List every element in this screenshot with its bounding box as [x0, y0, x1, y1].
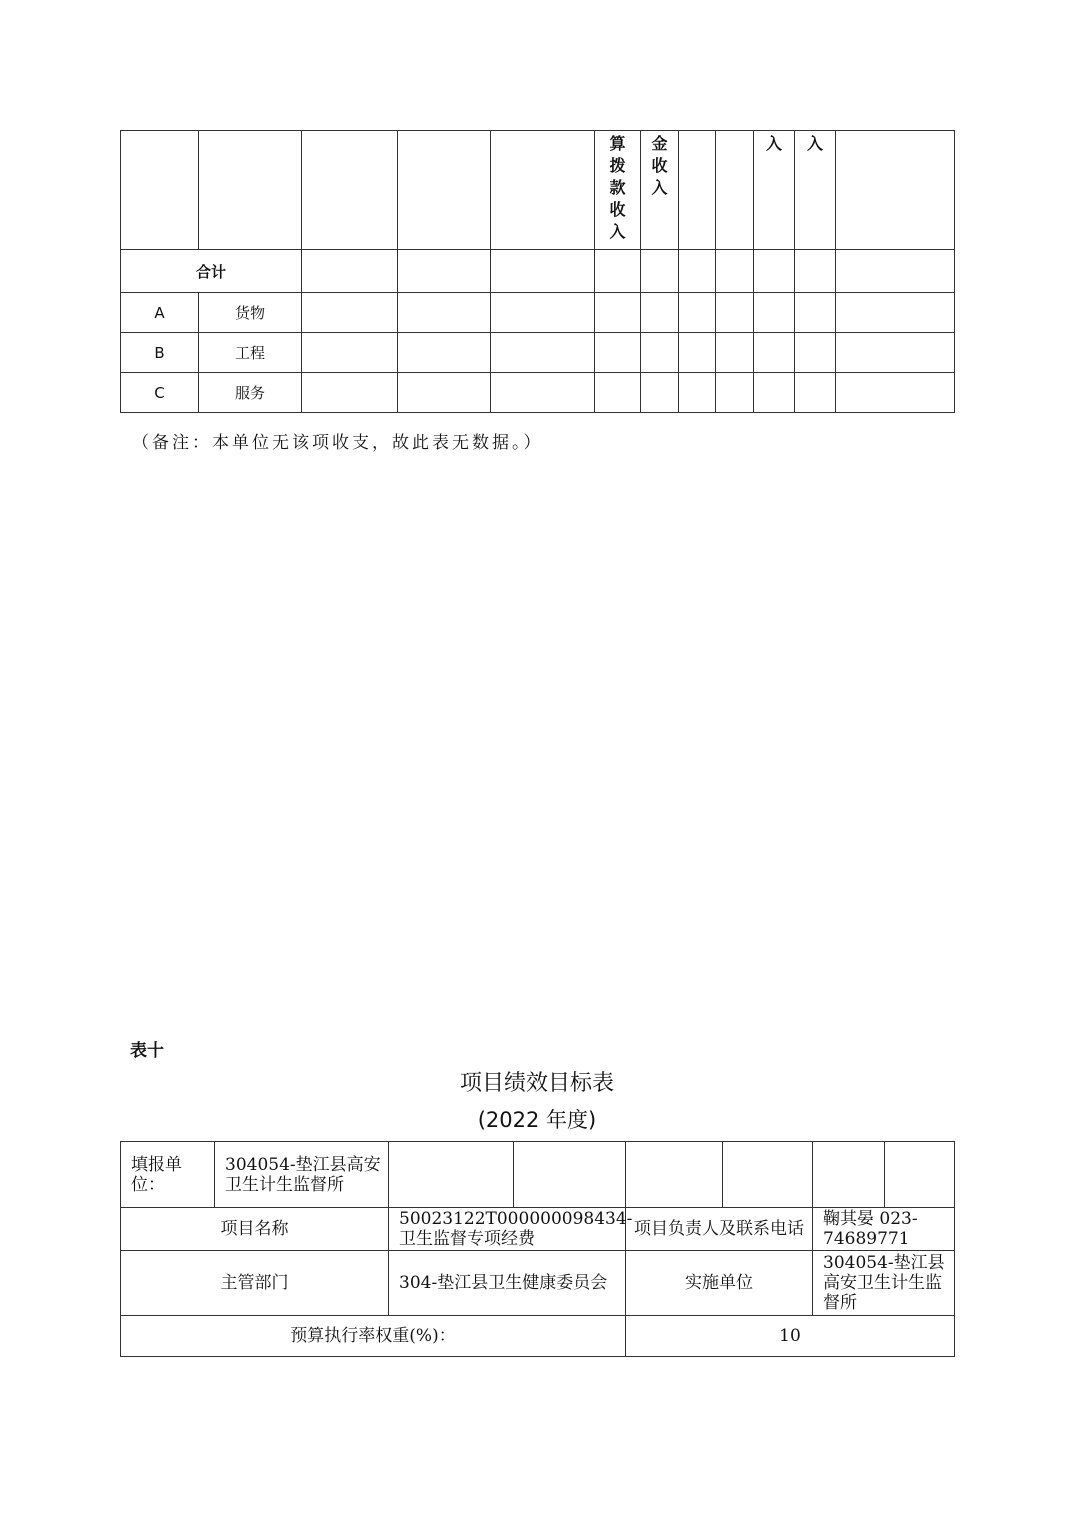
- total-label: 合计: [121, 250, 302, 293]
- impl-label: 实施单位: [626, 1251, 813, 1316]
- table-header-row: [121, 131, 955, 250]
- table-row: [121, 1316, 955, 1357]
- header-cell: [302, 131, 398, 250]
- table-row: [121, 1251, 955, 1316]
- row-name: 货物: [199, 293, 302, 333]
- table-row: [121, 1142, 955, 1208]
- header-cell: 入: [795, 131, 836, 250]
- header-cell: 金收入: [641, 131, 679, 250]
- header-cell: [716, 131, 754, 250]
- weight-label: 预算执行率权重(%)：: [121, 1316, 626, 1357]
- table-note: （备注：本单位无该项收支，故此表无数据。）: [132, 433, 544, 453]
- dept-label: 主管部门: [121, 1251, 389, 1316]
- table-row: [121, 373, 955, 413]
- performance-target-table: [120, 1141, 955, 1357]
- table-number: 表十: [130, 1041, 164, 1061]
- header-cell: 算拨款收入: [595, 131, 641, 250]
- dept-value: 304-垫江县卫生健康委员会: [389, 1251, 626, 1316]
- row-code: C: [121, 373, 199, 413]
- table-row: [121, 1208, 955, 1251]
- weight-value: 10: [626, 1316, 955, 1357]
- project-name-value: 50023122T000000098434-卫生监督专项经费: [389, 1208, 626, 1251]
- header-cell: [398, 131, 491, 250]
- procurement-table: [120, 130, 955, 413]
- page-subtitle: (2022 年度): [477, 1108, 597, 1132]
- header-cell: [121, 131, 199, 250]
- header-cell: [836, 131, 955, 250]
- row-name: 工程: [199, 333, 302, 373]
- fill-unit-value: 304054-垫江县高安卫生计生监督所: [215, 1142, 389, 1208]
- table-row: [121, 333, 955, 373]
- page-title: 项目绩效目标表: [459, 1071, 614, 1096]
- row-code: A: [121, 293, 199, 333]
- header-cell: 入: [754, 131, 795, 250]
- table-row: [121, 293, 955, 333]
- contact-value: 鞠其晏 023-74689771: [813, 1208, 955, 1251]
- row-name: 服务: [199, 373, 302, 413]
- row-code: B: [121, 333, 199, 373]
- header-cell: [199, 131, 302, 250]
- header-cell: [491, 131, 595, 250]
- contact-label: 项目负责人及联系电话: [626, 1208, 813, 1251]
- project-name-label: 项目名称: [121, 1208, 389, 1251]
- impl-value: 304054-垫江县高安卫生计生监督所: [813, 1251, 955, 1316]
- fill-unit-label: 填报单位：: [121, 1142, 215, 1208]
- total-row: [121, 250, 955, 293]
- header-cell: [679, 131, 716, 250]
